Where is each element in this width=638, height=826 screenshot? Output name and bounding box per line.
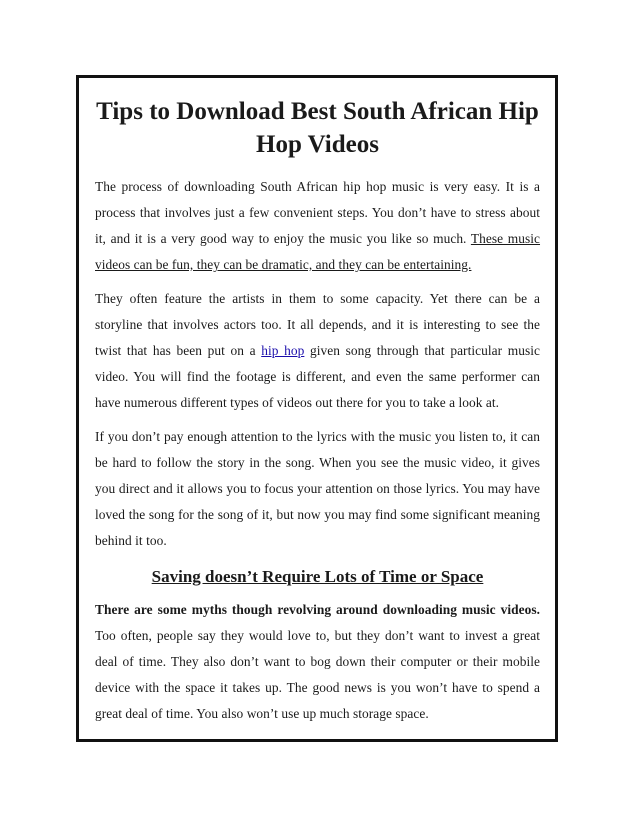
- paragraph-storyline-after: given song through that particular music video. You will find the footage is different, and even the same performer can have numerous different types of videos out there for you to take a look at.: [95, 343, 540, 410]
- paragraph-myths: [95, 597, 540, 727]
- paragraph-myths-rest: Too often, people say they would love to, but they don’t want to invest a great deal of time. They also don’t want to bog down their computer or their mobile device with the space it takes up. The good news is you won’t have to spend a great deal of time. You also won’t use up much storage space.: [95, 628, 540, 721]
- paragraph-storyline-before: They often feature the artists in them to some capacity. Yet there can be a storyline that involves actors too. It all depends, and it is interesting to see the twist that has been put on a: [95, 291, 540, 358]
- paragraph-intro-text: The process of downloading South African hip hop music is very easy. It is a process that involves just a few convenient steps. You don’t have to stress about it, and it is a very good way to enjoy the music you like so much.: [95, 179, 540, 246]
- document-body: [95, 95, 540, 735]
- underlined-sentence: These music videos can be fun, they can be dramatic, and they can be entertaining.: [95, 231, 541, 272]
- paragraph-storyline: [95, 286, 540, 416]
- hip-hop-link[interactable]: hip hop: [261, 343, 305, 358]
- section-heading: Saving doesn’t Require Lots of Time or Space: [151, 567, 484, 586]
- paragraph-intro: [95, 174, 540, 278]
- page-title: Tips to Download Best South African Hip Hop Videos: [96, 98, 539, 158]
- paragraph-myths-bold: There are some myths though revolving around downloading music videos.: [95, 602, 540, 617]
- paragraph-lyrics: If you don’t pay enough attention to the lyrics with the music you listen to, it can be hard to follow the story in the song. When you see the music video, it gives you direct and it allows you to focus your attention on those lyrics. You may have loved the song for the song of it, but now you may find some significant meaning behind it too.: [95, 429, 540, 548]
